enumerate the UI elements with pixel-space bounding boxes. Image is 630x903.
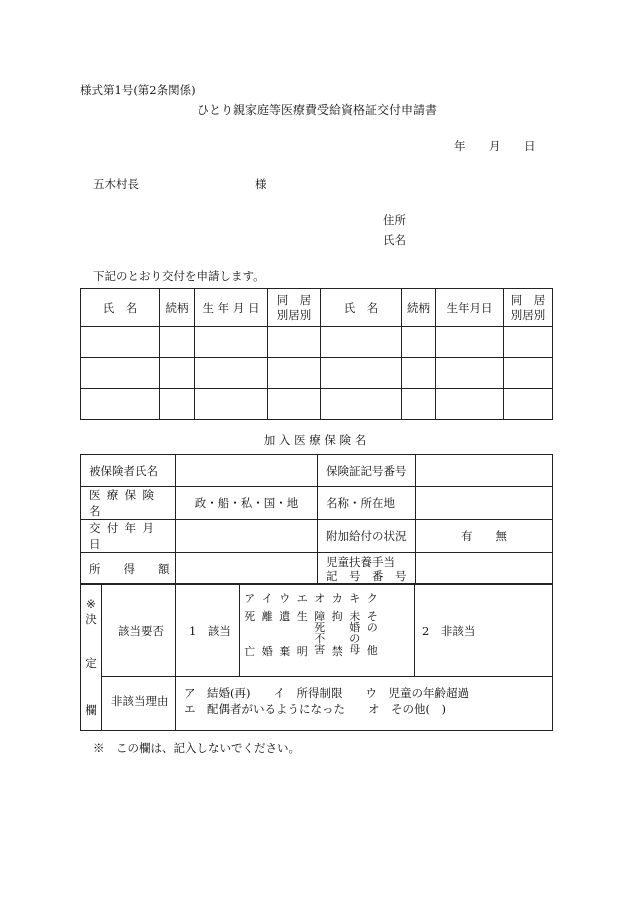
table-cell[interactable] xyxy=(195,389,268,420)
side-label-char: 定 xyxy=(85,656,97,670)
eligibility-label: 該当要否 xyxy=(118,624,164,638)
family-table xyxy=(80,288,553,420)
col-name-1: 氏 名 xyxy=(81,289,160,327)
reason-kana-row xyxy=(243,593,379,604)
applicant-address-label: 住所 xyxy=(383,213,406,227)
reason-disability[interactable]: 障 死 不 害 xyxy=(314,610,326,656)
addressee: 五木村長 xyxy=(93,177,139,191)
table-cell[interactable] xyxy=(436,389,504,420)
table-cell[interactable] xyxy=(81,358,160,389)
table-row xyxy=(81,487,553,520)
table-cell[interactable] xyxy=(402,358,436,389)
kana-label: ア xyxy=(244,592,256,605)
col-relation-2: 続柄 xyxy=(402,289,436,327)
reason-other[interactable]: そ の 他 xyxy=(366,610,378,657)
col-relation-1: 続柄 xyxy=(160,289,195,327)
reason-columns xyxy=(243,611,379,657)
table-cell[interactable] xyxy=(268,389,321,420)
decision-side-label xyxy=(81,585,101,730)
insured-name-value[interactable] xyxy=(176,455,318,487)
income-value[interactable] xyxy=(176,553,318,585)
insurance-type-label: 医療保険名 xyxy=(81,487,176,520)
kana-label: カ xyxy=(331,592,343,605)
asterisk-mark: ※ xyxy=(86,597,96,611)
reason-death[interactable]: 死 亡 xyxy=(244,610,256,658)
decision-box xyxy=(80,583,553,731)
table-cell[interactable] xyxy=(504,327,553,358)
insured-name-label: 被保険者氏名 xyxy=(81,455,176,487)
insurance-section-title xyxy=(0,432,630,448)
child-allowance-label xyxy=(318,553,416,585)
reason-detention[interactable]: 拘 禁 xyxy=(331,610,343,658)
income-label: 所 得 額 xyxy=(81,553,176,585)
side-label-char: 欄 xyxy=(85,703,97,717)
insurance-card-number-label: 保険証記号番号 xyxy=(318,455,416,487)
col-cohabit-2: 同 居 別居別 xyxy=(504,289,553,327)
date-month-label: 月 xyxy=(489,139,501,153)
insurance-type-options[interactable]: 政・船・私・国・地 xyxy=(176,487,318,520)
kana-label: キ xyxy=(349,592,361,605)
insurer-name-address-label: 名称・所在地 xyxy=(318,487,416,520)
table-cell[interactable] xyxy=(81,327,160,358)
date-year-label: 年 xyxy=(454,139,466,153)
table-cell[interactable] xyxy=(268,358,321,389)
table-row xyxy=(81,455,553,487)
honorific: 様 xyxy=(255,177,267,191)
kana-label: ウ xyxy=(279,592,291,605)
document-title: ひとり親家庭等医療費受給資格証交付申請書 xyxy=(197,103,438,117)
reject-reason-line2[interactable]: エ 配偶者がいるようになった オ その他( ) xyxy=(184,702,446,716)
kana-label: ク xyxy=(366,592,378,605)
kana-label: イ xyxy=(261,592,273,605)
side-label-char: 決 xyxy=(85,612,97,626)
table-cell[interactable] xyxy=(160,327,195,358)
family-table-header xyxy=(81,289,553,327)
insurance-section-title-text: 加 入 医 療 保 険 名 xyxy=(263,433,367,447)
table-cell[interactable] xyxy=(321,389,402,420)
issue-date-label: 交付年月日 xyxy=(81,520,176,553)
footer-note: ※ この欄は、記入しないでください。 xyxy=(93,741,300,755)
applicant-name-label: 氏名 xyxy=(383,233,406,247)
col-birthdate-1: 生 年 月 日 xyxy=(195,289,268,327)
reason-unmarried[interactable]: 未 婚 の 母 xyxy=(349,610,361,656)
kana-label: オ xyxy=(314,592,326,605)
table-cell[interactable] xyxy=(402,389,436,420)
date-day-label: 日 xyxy=(524,139,536,153)
table-row xyxy=(81,327,553,358)
child-allowance-label-line1: 児童扶養手当 xyxy=(326,554,395,569)
table-cell[interactable] xyxy=(504,358,553,389)
col-name-2: 氏 名 xyxy=(321,289,402,327)
child-allowance-label-line2: 記 号 番 号 xyxy=(326,568,407,583)
table-cell[interactable] xyxy=(160,389,195,420)
child-allowance-number-value[interactable] xyxy=(416,553,553,585)
form-number: 様式第1号(第2条関係) xyxy=(80,83,196,97)
kana-label: エ xyxy=(296,592,308,605)
table-cell[interactable] xyxy=(321,327,402,358)
col-birthdate-2: 生年月日 xyxy=(436,289,504,327)
additional-benefit-label: 附加給付の状況 xyxy=(318,520,416,553)
table-cell[interactable] xyxy=(195,358,268,389)
insurer-name-address-value[interactable] xyxy=(416,487,553,520)
table-row xyxy=(81,553,553,585)
reason-unknown[interactable]: 生 明 xyxy=(296,610,308,658)
table-cell[interactable] xyxy=(504,389,553,420)
table-cell[interactable] xyxy=(268,327,321,358)
insurance-table xyxy=(80,454,553,585)
table-cell[interactable] xyxy=(436,327,504,358)
table-cell[interactable] xyxy=(321,358,402,389)
insurance-card-number-value[interactable] xyxy=(416,455,553,487)
col-cohabit-1: 同 居 別居別 xyxy=(268,289,321,327)
table-cell[interactable] xyxy=(195,327,268,358)
issue-date-value[interactable] xyxy=(176,520,318,553)
not-eligible-option[interactable]: 2 非該当 xyxy=(422,624,476,638)
table-cell[interactable] xyxy=(160,358,195,389)
table-row xyxy=(81,389,553,420)
table-cell[interactable] xyxy=(436,358,504,389)
reason-divorce[interactable]: 離 婚 xyxy=(261,610,273,658)
reject-reason-line1[interactable]: ア 結婚(再) イ 所得制限 ウ 児童の年齢超過 xyxy=(184,686,469,700)
intro-text: 下記のとおり交付を申請します。 xyxy=(93,269,265,283)
reason-abandon[interactable]: 遺 棄 xyxy=(279,610,291,658)
additional-benefit-options[interactable]: 有 無 xyxy=(416,520,553,553)
table-row xyxy=(81,520,553,553)
table-row xyxy=(81,358,553,389)
table-cell[interactable] xyxy=(81,389,160,420)
eligible-option[interactable]: 1 該当 xyxy=(189,624,231,638)
table-cell[interactable] xyxy=(402,327,436,358)
reject-reason-label: 非該当理由 xyxy=(111,694,169,708)
